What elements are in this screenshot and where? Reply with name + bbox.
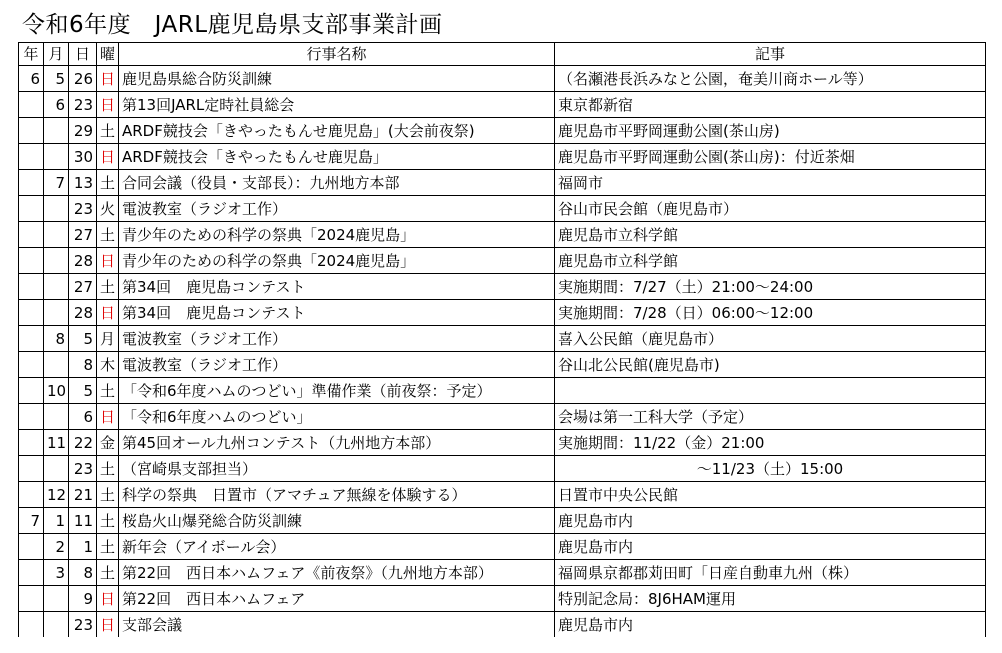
cell-year xyxy=(19,300,44,326)
header-event: 行事名称 xyxy=(119,43,555,66)
cell-day: 6 xyxy=(69,404,97,430)
cell-weekday: 土 xyxy=(97,508,119,534)
table-row xyxy=(19,456,986,482)
cell-day: 30 xyxy=(69,144,97,170)
cell-weekday: 土 xyxy=(97,482,119,508)
cell-event-name: 第22回 西日本ハムフェア《前夜祭》（九州地方本部） xyxy=(119,560,555,586)
cell-event-name: 第34回 鹿児島コンテスト xyxy=(119,300,555,326)
cell-year xyxy=(19,352,44,378)
cell-weekday: 金 xyxy=(97,430,119,456)
cell-event-name: 「令和6年度ハムのつどい」 xyxy=(119,404,555,430)
cell-event-name: 科学の祭典 日置市（アマチュア無線を体験する） xyxy=(119,482,555,508)
cell-year: 7 xyxy=(19,508,44,534)
table-row xyxy=(19,508,986,534)
cell-month: 10 xyxy=(44,378,69,404)
cell-month xyxy=(44,352,69,378)
cell-note: 会場は第一工科大学（予定） xyxy=(555,404,986,430)
cell-note: 東京都新宿 xyxy=(555,92,986,118)
cell-year xyxy=(19,170,44,196)
cell-month: 7 xyxy=(44,170,69,196)
cell-month xyxy=(44,118,69,144)
cell-month: 5 xyxy=(44,66,69,92)
cell-year xyxy=(19,404,44,430)
table-row xyxy=(19,170,986,196)
cell-event-name: 合同会議（役員・支部長）：九州地方本部 xyxy=(119,170,555,196)
cell-day: 22 xyxy=(69,430,97,456)
cell-month xyxy=(44,248,69,274)
cell-note xyxy=(555,378,986,404)
cell-year xyxy=(19,326,44,352)
cell-event-name: ARDF競技会「きやったもんせ鹿児島」 xyxy=(119,144,555,170)
cell-event-name: ARDF競技会「きやったもんせ鹿児島」(大会前夜祭) xyxy=(119,118,555,144)
cell-weekday: 日 xyxy=(97,92,119,118)
header-year: 年 xyxy=(19,43,44,66)
cell-month xyxy=(44,456,69,482)
cell-year xyxy=(19,274,44,300)
cell-event-name: 鹿児島県総合防災訓練 xyxy=(119,66,555,92)
table-row xyxy=(19,378,986,404)
cell-event-name: 第13回JARL定時社員総会 xyxy=(119,92,555,118)
cell-event-name: 電波教室（ラジオ工作） xyxy=(119,196,555,222)
cell-month: 1 xyxy=(44,508,69,534)
cell-note: 鹿児島市平野岡運動公園(茶山房) xyxy=(555,118,986,144)
cell-year xyxy=(19,378,44,404)
cell-day: 23 xyxy=(69,456,97,482)
header-row xyxy=(19,43,986,66)
cell-event-name: 青少年のための科学の祭典「2024鹿児島」 xyxy=(119,248,555,274)
cell-event-name: 桜島火山爆発総合防災訓練 xyxy=(119,508,555,534)
cell-note: 実施期間：7/27（土）21:00～24:00 xyxy=(555,274,986,300)
cell-weekday: 日 xyxy=(97,248,119,274)
table-row xyxy=(19,404,986,430)
table-row xyxy=(19,222,986,248)
cell-weekday: 土 xyxy=(97,274,119,300)
cell-month: 2 xyxy=(44,534,69,560)
cell-month: 8 xyxy=(44,326,69,352)
cell-event-name: 第34回 鹿児島コンテスト xyxy=(119,274,555,300)
cell-note: 実施期間：11/22（金）21:00 xyxy=(555,430,986,456)
cell-day: 28 xyxy=(69,248,97,274)
cell-year xyxy=(19,144,44,170)
cell-year xyxy=(19,534,44,560)
cell-note: 日置市中央公民館 xyxy=(555,482,986,508)
table-row xyxy=(19,560,986,586)
cell-year xyxy=(19,586,44,612)
cell-note: 喜入公民館（鹿児島市） xyxy=(555,326,986,352)
cell-weekday: 日 xyxy=(97,612,119,638)
cell-day: 5 xyxy=(69,378,97,404)
header-day: 日 xyxy=(69,43,97,66)
cell-year xyxy=(19,430,44,456)
table-row xyxy=(19,118,986,144)
cell-month xyxy=(44,586,69,612)
cell-year xyxy=(19,196,44,222)
cell-month xyxy=(44,222,69,248)
table-row xyxy=(19,612,986,638)
cell-year xyxy=(19,482,44,508)
cell-month xyxy=(44,144,69,170)
cell-weekday: 土 xyxy=(97,456,119,482)
table-row xyxy=(19,586,986,612)
cell-day: 8 xyxy=(69,352,97,378)
cell-note: 福岡市 xyxy=(555,170,986,196)
cell-weekday: 日 xyxy=(97,586,119,612)
cell-year xyxy=(19,612,44,638)
header-note: 記事 xyxy=(555,43,986,66)
cell-day: 23 xyxy=(69,196,97,222)
cell-note: 谷山北公民館(鹿児島市) xyxy=(555,352,986,378)
cell-month: 12 xyxy=(44,482,69,508)
cell-event-name: 電波教室（ラジオ工作） xyxy=(119,326,555,352)
cell-day: 28 xyxy=(69,300,97,326)
cell-year xyxy=(19,222,44,248)
cell-day: 23 xyxy=(69,92,97,118)
cell-month: 3 xyxy=(44,560,69,586)
cell-weekday: 日 xyxy=(97,300,119,326)
cell-day: 8 xyxy=(69,560,97,586)
cell-event-name: 第22回 西日本ハムフェア xyxy=(119,586,555,612)
cell-day: 26 xyxy=(69,66,97,92)
cell-month xyxy=(44,274,69,300)
cell-day: 13 xyxy=(69,170,97,196)
cell-month xyxy=(44,612,69,638)
table-row xyxy=(19,300,986,326)
cell-note: 谷山市民会館（鹿児島市） xyxy=(555,196,986,222)
cell-note: 特別記念局：8J6HAM運用 xyxy=(555,586,986,612)
cell-event-name: 青少年のための科学の祭典「2024鹿児島」 xyxy=(119,222,555,248)
cell-note: （名瀬港長浜みなと公園，奄美川商ホール等） xyxy=(555,66,986,92)
cell-weekday: 木 xyxy=(97,352,119,378)
cell-note: 鹿児島市内 xyxy=(555,508,986,534)
cell-weekday: 土 xyxy=(97,378,119,404)
cell-month xyxy=(44,196,69,222)
schedule-body xyxy=(19,66,986,638)
cell-day: 1 xyxy=(69,534,97,560)
cell-month: 6 xyxy=(44,92,69,118)
table-row xyxy=(19,430,986,456)
cell-day: 9 xyxy=(69,586,97,612)
cell-note: 鹿児島市立科学館 xyxy=(555,222,986,248)
cell-weekday: 火 xyxy=(97,196,119,222)
cell-weekday: 日 xyxy=(97,404,119,430)
cell-weekday: 月 xyxy=(97,326,119,352)
cell-weekday: 土 xyxy=(97,118,119,144)
cell-event-name: 電波教室（ラジオ工作） xyxy=(119,352,555,378)
table-row xyxy=(19,66,986,92)
cell-weekday: 土 xyxy=(97,170,119,196)
cell-year xyxy=(19,118,44,144)
cell-day: 23 xyxy=(69,612,97,638)
cell-note: ～11/23（土）15:00 xyxy=(555,456,986,482)
schedule-table xyxy=(18,42,986,637)
cell-month xyxy=(44,404,69,430)
cell-event-name: 支部会議 xyxy=(119,612,555,638)
cell-day: 11 xyxy=(69,508,97,534)
cell-day: 5 xyxy=(69,326,97,352)
cell-year xyxy=(19,92,44,118)
cell-note: 鹿児島市平野岡運動公園(茶山房)：付近茶畑 xyxy=(555,144,986,170)
cell-weekday: 日 xyxy=(97,66,119,92)
cell-day: 29 xyxy=(69,118,97,144)
table-row xyxy=(19,144,986,170)
cell-day: 27 xyxy=(69,222,97,248)
header-month: 月 xyxy=(44,43,69,66)
cell-event-name: 第45回オール九州コンテスト（九州地方本部） xyxy=(119,430,555,456)
cell-weekday: 日 xyxy=(97,144,119,170)
cell-year: 6 xyxy=(19,66,44,92)
cell-day: 27 xyxy=(69,274,97,300)
table-row xyxy=(19,534,986,560)
table-row xyxy=(19,92,986,118)
cell-year xyxy=(19,456,44,482)
table-row xyxy=(19,196,986,222)
cell-note: 鹿児島市立科学館 xyxy=(555,248,986,274)
cell-weekday: 土 xyxy=(97,534,119,560)
header-dow: 曜 xyxy=(97,43,119,66)
table-row xyxy=(19,326,986,352)
cell-day: 21 xyxy=(69,482,97,508)
cell-note: 福岡県京都郡苅田町「日産自動車九州（株） xyxy=(555,560,986,586)
page-title: 令和6年度 JARL鹿児島県支部事業計画 xyxy=(22,12,443,38)
cell-event-name: 新年会（アイボール会） xyxy=(119,534,555,560)
cell-year xyxy=(19,248,44,274)
table-row xyxy=(19,274,986,300)
cell-note: 鹿児島市内 xyxy=(555,534,986,560)
cell-month xyxy=(44,300,69,326)
table-row xyxy=(19,482,986,508)
cell-weekday: 土 xyxy=(97,222,119,248)
cell-month: 11 xyxy=(44,430,69,456)
cell-weekday: 土 xyxy=(97,560,119,586)
table-row xyxy=(19,248,986,274)
cell-event-name: （宮崎県支部担当） xyxy=(119,456,555,482)
table-row xyxy=(19,352,986,378)
cell-year xyxy=(19,560,44,586)
cell-event-name: 「令和6年度ハムのつどい」準備作業（前夜祭：予定） xyxy=(119,378,555,404)
cell-note: 実施期間：7/28（日）06:00～12:00 xyxy=(555,300,986,326)
cell-note: 鹿児島市内 xyxy=(555,612,986,638)
